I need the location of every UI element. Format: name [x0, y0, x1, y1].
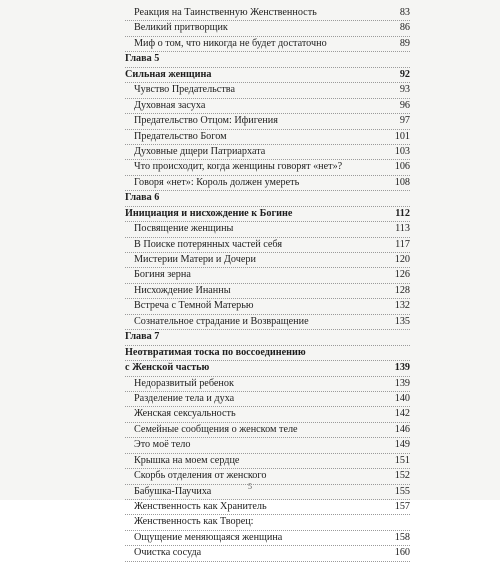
- toc-entry-title: Сильная женщина: [125, 68, 212, 80]
- toc-entry-title: Посвящение женщины: [134, 223, 234, 235]
- toc-entry-title: Говоря «нет»: Король должен умереть: [134, 176, 300, 188]
- toc-entry: [125, 222, 410, 237]
- toc-entry-title: Бабушка-Паучиха: [134, 485, 212, 497]
- toc-entry-page: 158: [394, 531, 410, 543]
- toc-entry: [125, 500, 410, 515]
- toc-entry-title: Скорбь отделения от женского: [134, 470, 267, 482]
- toc-entry: [125, 145, 410, 160]
- toc-entry-title: Женственность как Хранитель: [134, 501, 267, 512]
- toc-entry-title: Чувство Предательства: [134, 84, 235, 96]
- toc-entry: [125, 130, 410, 145]
- toc-entry: [125, 531, 410, 546]
- toc-entry: [125, 515, 410, 530]
- toc-entry-title: Духовные дщери Патриархата: [134, 145, 266, 157]
- toc-entry-page: 160: [394, 547, 410, 559]
- toc-entry-page: 128: [394, 284, 410, 296]
- toc-entry-title: Недоразвитый ребенок: [134, 377, 234, 389]
- chapter-heading: [125, 330, 410, 345]
- toc-entry-title: Духовная засуха: [134, 99, 206, 111]
- toc-entry-page: 83: [399, 7, 410, 18]
- toc-entry-title: Мистерии Матери и Дочери: [134, 254, 256, 265]
- toc-entry-page: 149: [394, 439, 410, 451]
- toc-entry-page: 151: [394, 454, 410, 466]
- toc-entry: [125, 37, 410, 52]
- toc-entry: [125, 423, 410, 438]
- toc-entry: [125, 438, 410, 453]
- toc-entry: [125, 284, 410, 299]
- toc-entry-page: 142: [394, 408, 410, 420]
- toc-entry-title: Предательство Отцом: Ифигения: [134, 115, 278, 127]
- toc-entry-page: 132: [394, 300, 410, 312]
- toc-entry: [125, 114, 410, 129]
- toc-entry-page: 146: [394, 423, 410, 435]
- toc-entry-title: Что происходит, когда женщины говорят «нет»?: [134, 161, 343, 173]
- toc-entry-title: Реакция на Таинственную Женственность: [134, 7, 317, 18]
- toc-entry-page: 86: [399, 22, 410, 34]
- toc-entry: [125, 238, 410, 253]
- toc-entry-title: Богиня зерна: [134, 269, 191, 281]
- toc-entry-page: 112: [395, 207, 410, 219]
- toc-entry-page: 96: [399, 99, 410, 111]
- toc-entry-title: Глава 7: [125, 331, 160, 343]
- toc-entry-title: В Поиске потерянных частей себя: [134, 238, 283, 250]
- toc-entry-title: Это моё тело: [134, 439, 191, 451]
- toc-entry: [125, 407, 410, 422]
- chapter-title: [125, 68, 410, 83]
- toc-entry-page: 135: [394, 315, 410, 327]
- toc-entry: [125, 546, 410, 561]
- page-number: 5: [248, 482, 252, 491]
- toc-entry: [125, 21, 410, 36]
- toc-entry-page: 89: [399, 37, 410, 49]
- toc-entry: [125, 315, 410, 330]
- toc-entry-page: 108: [394, 176, 410, 188]
- toc-entry-title: Великий притворщик: [134, 22, 228, 34]
- toc-entry-title: Предательство Богом: [134, 130, 227, 142]
- toc-entry-title: Ощущение меняющаяся женщина: [134, 531, 283, 543]
- toc-entry: [125, 454, 410, 469]
- toc-entry-page: 117: [395, 238, 410, 250]
- toc-entry-title: с Женской частью: [125, 362, 210, 374]
- toc-entry-title: Встреча с Темной Матерью: [134, 300, 254, 312]
- toc-entry-page: 140: [394, 392, 410, 404]
- chapter-title: [125, 346, 410, 361]
- toc-entry-title: Глава 5: [125, 53, 160, 65]
- toc-entry-title: Семейные сообщения о женском теле: [134, 423, 298, 435]
- toc-entry: [125, 253, 410, 268]
- toc-entry-page: 152: [394, 470, 410, 482]
- toc-entry-title: Очистка сосуда: [134, 547, 202, 559]
- toc-entry: [125, 99, 410, 114]
- toc-entry-page: 139: [394, 377, 410, 389]
- chapter-heading: [125, 191, 410, 206]
- toc-entry-page: 120: [394, 254, 410, 265]
- toc-entry: [125, 6, 410, 21]
- toc-entry: [125, 377, 410, 392]
- toc-entry-title: Миф о том, что никогда не будет достаточно: [134, 37, 327, 49]
- toc-entry-title: Инициация и нисхождение к Богине: [125, 207, 293, 219]
- toc-entry: [125, 268, 410, 283]
- toc-entry-page: 139: [394, 362, 410, 374]
- toc-entry-page: 113: [395, 223, 410, 235]
- table-of-contents: [125, 6, 410, 562]
- toc-entry-page: 155: [394, 485, 410, 497]
- toc-entry: [125, 83, 410, 98]
- chapter-title: [125, 361, 410, 376]
- toc-entry-title: Женская сексуальность: [134, 408, 236, 420]
- toc-entry-page: 97: [399, 115, 410, 127]
- toc-entry-page: 92: [399, 68, 410, 80]
- toc-entry: [125, 176, 410, 191]
- toc-entry-title: Нисхождение Инанны: [134, 284, 231, 296]
- chapter-title: [125, 207, 410, 222]
- toc-entry: [125, 392, 410, 407]
- toc-entry-page: 101: [394, 130, 410, 142]
- toc-entry-page: 103: [394, 145, 410, 157]
- toc-entry-page: 126: [394, 269, 410, 281]
- toc-entry-page: 106: [394, 161, 410, 173]
- toc-entry-page: 93: [399, 84, 410, 96]
- toc-entry: [125, 299, 410, 314]
- toc-entry-title: Неотвратимая тоска по воссоединению: [125, 346, 306, 358]
- toc-entry-page: 157: [394, 501, 410, 512]
- toc-entry-title: Крышка на моем сердце: [134, 454, 240, 466]
- toc-entry-title: Женственность как Творец:: [134, 516, 254, 528]
- toc-entry-title: Глава 6: [125, 192, 160, 204]
- toc-entry-title: Разделение тела и духа: [134, 392, 235, 404]
- toc-entry: [125, 160, 410, 175]
- toc-entry-title: Сознательное страдание и Возвращение: [134, 315, 309, 327]
- chapter-heading: [125, 52, 410, 67]
